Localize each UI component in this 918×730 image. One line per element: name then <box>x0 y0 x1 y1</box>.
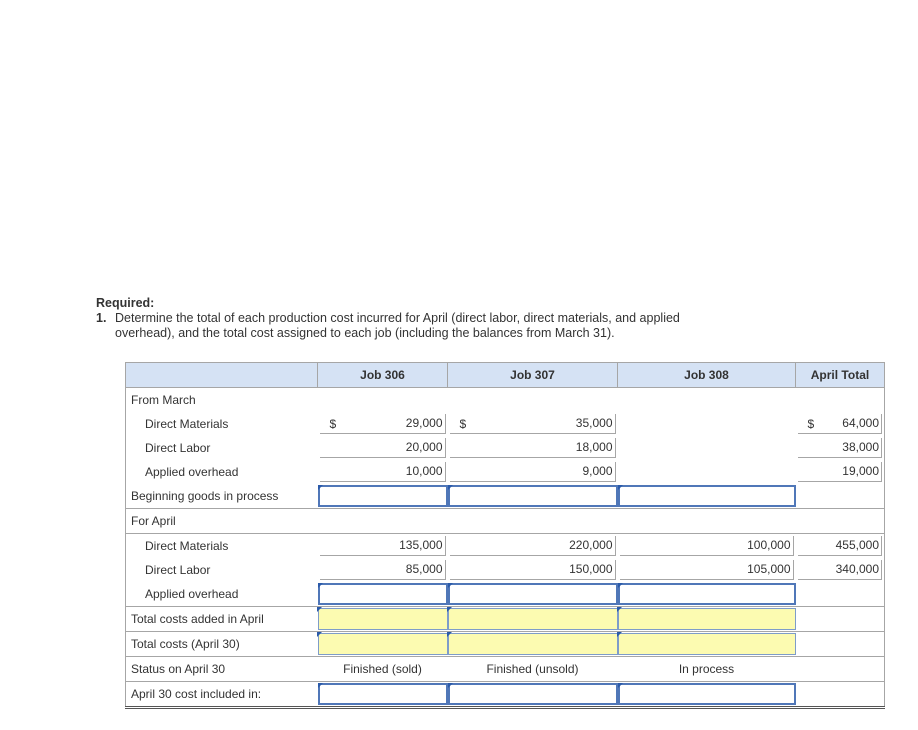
select-cost-included-job306[interactable] <box>318 683 448 705</box>
row-total-costs: Total costs (April 30) <box>126 632 318 657</box>
row-label-dl-april: Direct Labor <box>126 558 318 582</box>
input-total-added-job306[interactable] <box>318 608 448 630</box>
input-oh-april-job306[interactable] <box>318 583 448 605</box>
input-beg-gip-job308[interactable] <box>618 485 796 507</box>
dm-april-total: 455,000 <box>798 536 883 556</box>
dl-march-job307: 18,000 <box>450 438 616 458</box>
row-for-april: For April <box>126 509 318 534</box>
dl-april-job307: 150,000 <box>450 560 616 580</box>
required-item-text: Determine the total of each production cost incurred for April (direct labor, direct materials, and applied overhead), and the total cost assigned to each job (including the balances from March 31). <box>115 311 680 340</box>
row-status-label: Status on April 30 <box>126 657 318 682</box>
dl-march-job306: 20,000 <box>320 438 446 458</box>
dl-april-job308: 105,000 <box>620 560 794 580</box>
row-label-dm-march: Direct Materials <box>126 412 318 436</box>
row-label-dl-march: Direct Labor <box>126 436 318 460</box>
dl-april-total: 340,000 <box>798 560 883 580</box>
header-blank <box>126 363 318 388</box>
required-section <box>96 296 715 341</box>
status-job306: Finished (sold) <box>318 657 448 682</box>
row-from-march: From March <box>126 388 318 413</box>
dm-april-job306: 135,000 <box>320 536 446 556</box>
row-cost-included: April 30 cost included in: <box>126 682 318 708</box>
dm-march-job307: 35,000 <box>450 414 616 434</box>
input-total-added-job307[interactable] <box>448 608 618 630</box>
input-total-added-job308[interactable] <box>618 608 796 630</box>
input-oh-april-job308[interactable] <box>618 583 796 605</box>
input-oh-april-job307[interactable] <box>448 583 618 605</box>
input-total-costs-job306[interactable] <box>318 633 448 655</box>
row-label-oh-april: Applied overhead <box>126 582 318 607</box>
header-job308: Job 308 <box>618 363 796 388</box>
dl-march-total: 38,000 <box>798 438 883 458</box>
oh-march-total: 19,000 <box>798 462 883 482</box>
oh-march-job306: 10,000 <box>320 462 446 482</box>
dm-march-total: 64,000 <box>798 414 883 434</box>
currency-sign: $ <box>459 417 467 431</box>
required-item-number: 1. <box>96 311 107 325</box>
input-total-costs-job308[interactable] <box>618 633 796 655</box>
currency-sign: $ <box>329 417 337 431</box>
required-title: Required: <box>96 296 155 310</box>
header-april-total: April Total <box>796 363 885 388</box>
header-job306: Job 306 <box>318 363 448 388</box>
select-cost-included-job307[interactable] <box>448 683 618 705</box>
cost-table <box>125 362 885 709</box>
header-job307: Job 307 <box>448 363 618 388</box>
status-job308: In process <box>618 657 796 682</box>
required-item <box>96 311 715 341</box>
input-beg-gip-job307[interactable] <box>448 485 618 507</box>
oh-march-job307: 9,000 <box>450 462 616 482</box>
select-cost-included-job308[interactable] <box>618 683 796 705</box>
currency-sign: $ <box>807 417 815 431</box>
status-job307: Finished (unsold) <box>448 657 618 682</box>
input-beg-gip-job306[interactable] <box>318 485 448 507</box>
dl-april-job306: 85,000 <box>320 560 446 580</box>
row-label-oh-march: Applied overhead <box>126 460 318 484</box>
row-label-dm-april: Direct Materials <box>126 534 318 559</box>
row-total-added: Total costs added in April <box>126 607 318 632</box>
dm-april-job308: 100,000 <box>620 536 794 556</box>
dm-april-job307: 220,000 <box>450 536 616 556</box>
dm-march-job306: 29,000 <box>320 414 446 434</box>
input-total-costs-job307[interactable] <box>448 633 618 655</box>
row-beginning-gip: Beginning goods in process <box>126 484 318 509</box>
